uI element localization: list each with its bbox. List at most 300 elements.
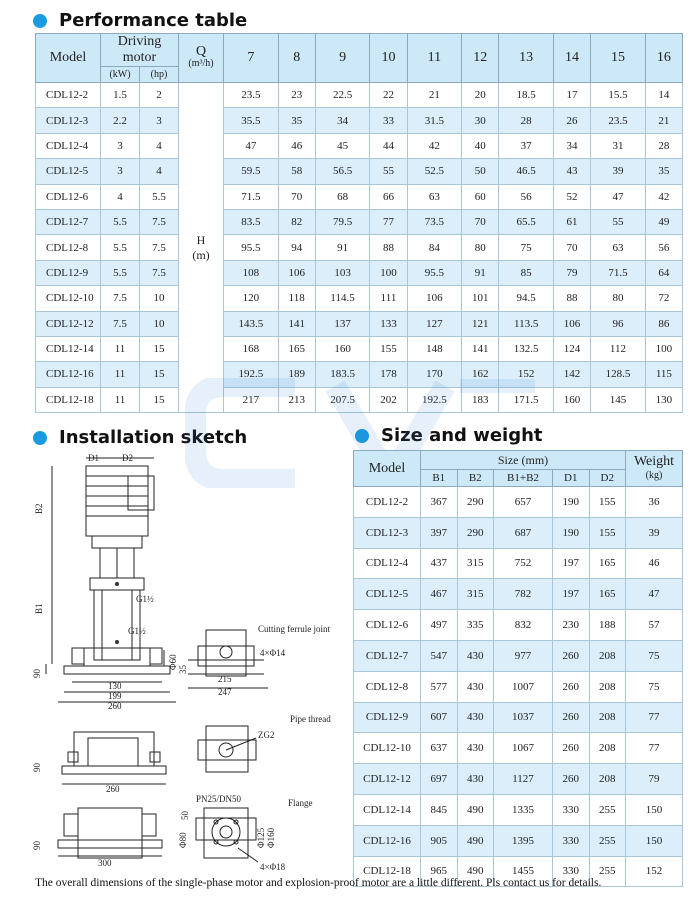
head-value-cell: 14 [645, 83, 682, 108]
head-value-cell: 17 [553, 83, 590, 108]
size-value-cell: 208 [589, 640, 626, 671]
model-cell: CDL12-7 [36, 209, 101, 234]
flange-pump-view [58, 808, 162, 858]
label-g2: G1½ [128, 626, 146, 636]
model-cell: CDL12-3 [36, 108, 101, 133]
flow-header: 14 [553, 34, 590, 83]
head-value-cell: 59.5 [224, 159, 279, 184]
head-value-cell: 56.5 [315, 159, 370, 184]
hp-cell: 7.5 [140, 235, 179, 260]
size-value-cell: 197 [553, 548, 590, 579]
head-value-cell: 137 [315, 311, 370, 336]
head-value-cell: 72 [645, 286, 682, 311]
size-value-cell: 1067 [494, 733, 553, 764]
head-value-cell: 30 [462, 108, 499, 133]
head-value-cell: 142 [553, 362, 590, 387]
size-value-cell: 260 [553, 764, 590, 795]
head-value-cell: 71.5 [224, 184, 279, 209]
head-value-cell: 73.5 [407, 209, 462, 234]
h-unit-cell [179, 83, 224, 413]
head-value-cell: 127 [407, 311, 462, 336]
label-d2: D2 [122, 453, 133, 463]
head-value-cell: 66 [370, 184, 407, 209]
flange-view [196, 808, 258, 862]
head-value-cell: 28 [645, 133, 682, 158]
head-value-cell: 56 [499, 184, 554, 209]
head-value-cell: 91 [462, 260, 499, 285]
head-value-cell: 70 [278, 184, 315, 209]
flow-header: 8 [278, 34, 315, 83]
flow-header: 9 [315, 34, 370, 83]
label-holes14: 4×Φ14 [260, 648, 286, 658]
dim-90c: 90 [32, 841, 42, 850]
size-title: Size and weight [381, 425, 543, 446]
bullet-icon [33, 14, 47, 28]
head-value-cell: 171.5 [499, 387, 554, 412]
size-value-cell: 832 [494, 610, 553, 641]
size-value-cell: 188 [589, 610, 626, 641]
size-value-cell: 315 [457, 548, 494, 579]
model-cell: CDL12-9 [36, 260, 101, 285]
size-value-cell: 260 [553, 733, 590, 764]
head-value-cell: 33 [370, 108, 407, 133]
head-value-cell: 178 [370, 362, 407, 387]
bullet-icon [355, 429, 369, 443]
head-value-cell: 28 [499, 108, 554, 133]
head-value-cell: 128.5 [591, 362, 646, 387]
table-row [354, 579, 683, 610]
hp-cell: 7.5 [140, 209, 179, 234]
kw-cell: 2.2 [101, 108, 140, 133]
table-row [354, 610, 683, 641]
col-q [179, 34, 224, 83]
head-value-cell: 46 [278, 133, 315, 158]
head-value-cell: 155 [370, 336, 407, 361]
size-value-cell: 490 [457, 794, 494, 825]
dim-50: 50 [180, 811, 190, 820]
table-row [354, 825, 683, 856]
head-value-cell: 35 [645, 159, 682, 184]
kw-cell: 7.5 [101, 286, 140, 311]
head-value-cell: 40 [462, 133, 499, 158]
performance-table [35, 33, 683, 413]
size-value-cell: 315 [457, 579, 494, 610]
head-value-cell: 23 [278, 83, 315, 108]
kw-cell: 3 [101, 133, 140, 158]
weight-cell: 152 [626, 856, 683, 887]
model-cell: CDL12-5 [36, 159, 101, 184]
bullet-icon [33, 431, 47, 445]
head-value-cell: 79 [553, 260, 590, 285]
size-value-cell: 165 [589, 548, 626, 579]
size-value-cell: 230 [553, 610, 590, 641]
head-value-cell: 115 [645, 362, 682, 387]
dim-90: 90 [32, 669, 42, 678]
weight-cell: 47 [626, 579, 683, 610]
head-value-cell: 145 [591, 387, 646, 412]
head-value-cell: 213 [278, 387, 315, 412]
head-value-cell: 217 [224, 387, 279, 412]
hp-cell: 10 [140, 311, 179, 336]
hp-cell: 4 [140, 133, 179, 158]
head-value-cell: 22.5 [315, 83, 370, 108]
size-value-cell: 905 [421, 825, 458, 856]
size-value-cell: 290 [457, 487, 494, 518]
head-value-cell: 20 [462, 83, 499, 108]
head-value-cell: 63 [591, 235, 646, 260]
label-d1: D1 [88, 453, 99, 463]
head-value-cell: 34 [315, 108, 370, 133]
size-value-cell: 190 [553, 517, 590, 548]
kw-cell: 11 [101, 387, 140, 412]
flow-header: 10 [370, 34, 407, 83]
h-label: H [196, 232, 206, 247]
size-value-cell: 430 [457, 733, 494, 764]
head-value-cell: 106 [278, 260, 315, 285]
table-row [354, 640, 683, 671]
weight-unit: (kg) [645, 469, 663, 481]
dim-300: 300 [98, 858, 112, 868]
model-cell: CDL12-14 [36, 336, 101, 361]
hp-cell: 5.5 [140, 184, 179, 209]
weight-cell: 150 [626, 794, 683, 825]
head-value-cell: 183.5 [315, 362, 370, 387]
size-value-cell: 430 [457, 702, 494, 733]
table-row [36, 286, 683, 311]
head-value-cell: 70 [553, 235, 590, 260]
head-value-cell: 61 [553, 209, 590, 234]
head-value-cell: 43 [553, 159, 590, 184]
head-value-cell: 88 [370, 235, 407, 260]
size-value-cell: 190 [553, 487, 590, 518]
weight-cell: 46 [626, 548, 683, 579]
head-value-cell: 23.5 [591, 108, 646, 133]
weight-cell: 57 [626, 610, 683, 641]
table-row [36, 159, 683, 184]
dim-phi160: Φ160 [266, 827, 276, 848]
col-weight [626, 451, 683, 487]
installation-title-block [33, 427, 247, 448]
head-value-cell: 15.5 [591, 83, 646, 108]
size-value-cell: 165 [589, 579, 626, 610]
model-cell: CDL12-6 [36, 184, 101, 209]
model-cell: CDL12-5 [354, 579, 421, 610]
head-value-cell: 130 [645, 387, 682, 412]
label-zg2: ZG2 [258, 730, 275, 740]
head-value-cell: 82 [278, 209, 315, 234]
size-value-cell: 330 [553, 825, 590, 856]
hp-cell: 15 [140, 336, 179, 361]
head-value-cell: 103 [315, 260, 370, 285]
col-model: Model [36, 34, 101, 83]
col-b2: B2 [457, 470, 494, 487]
head-value-cell: 37 [499, 133, 554, 158]
model-cell: CDL12-12 [354, 764, 421, 795]
col-kw: (kW) [101, 67, 140, 83]
size-value-cell: 965 [421, 856, 458, 887]
col-size: Size (mm) [421, 451, 626, 470]
kw-cell: 11 [101, 362, 140, 387]
performance-title-block [33, 10, 247, 31]
size-value-cell: 497 [421, 610, 458, 641]
size-value-cell: 657 [494, 487, 553, 518]
table-row [36, 209, 683, 234]
table-row [36, 362, 683, 387]
hp-cell: 4 [140, 159, 179, 184]
head-value-cell: 71.5 [591, 260, 646, 285]
head-value-cell: 152 [499, 362, 554, 387]
weight-cell: 36 [626, 487, 683, 518]
size-value-cell: 490 [457, 825, 494, 856]
hp-cell: 15 [140, 387, 179, 412]
head-value-cell: 165 [278, 336, 315, 361]
weight-cell: 77 [626, 733, 683, 764]
model-cell: CDL12-16 [354, 825, 421, 856]
dim-130: 130 [108, 681, 122, 691]
size-value-cell: 1037 [494, 702, 553, 733]
size-value-cell: 697 [421, 764, 458, 795]
head-value-cell: 189 [278, 362, 315, 387]
head-value-cell: 83.5 [224, 209, 279, 234]
head-value-cell: 63 [407, 184, 462, 209]
head-value-cell: 88 [553, 286, 590, 311]
pump-base-view [62, 732, 166, 784]
q-unit: (m³/h) [188, 58, 214, 69]
size-value-cell: 290 [457, 517, 494, 548]
head-value-cell: 35.5 [224, 108, 279, 133]
size-value-cell: 547 [421, 640, 458, 671]
head-value-cell: 31.5 [407, 108, 462, 133]
table-row [36, 235, 683, 260]
dim-215: 215 [218, 674, 232, 684]
size-value-cell: 155 [589, 517, 626, 548]
label-flange: Flange [288, 798, 313, 808]
pump-elevation [46, 458, 176, 702]
head-value-cell: 21 [645, 108, 682, 133]
head-value-cell: 114.5 [315, 286, 370, 311]
table-row [354, 487, 683, 518]
table-row [36, 108, 683, 133]
kw-cell: 4 [101, 184, 140, 209]
head-value-cell: 111 [370, 286, 407, 311]
kw-cell: 11 [101, 336, 140, 361]
head-value-cell: 21 [407, 83, 462, 108]
model-cell: CDL12-2 [354, 487, 421, 518]
head-value-cell: 49 [645, 209, 682, 234]
head-value-cell: 100 [645, 336, 682, 361]
table-row [36, 83, 683, 108]
hp-cell: 15 [140, 362, 179, 387]
size-value-cell: 607 [421, 702, 458, 733]
col-d2: D2 [589, 470, 626, 487]
head-value-cell: 65.5 [499, 209, 554, 234]
head-value-cell: 202 [370, 387, 407, 412]
col-d1: D1 [553, 470, 590, 487]
table-row [36, 336, 683, 361]
head-value-cell: 45 [315, 133, 370, 158]
flow-header: 13 [499, 34, 554, 83]
model-cell: CDL12-2 [36, 83, 101, 108]
col-b1b2: B1+B2 [494, 470, 553, 487]
performance-title: Performance table [59, 10, 248, 31]
head-value-cell: 55 [591, 209, 646, 234]
size-weight-table [353, 450, 683, 887]
size-value-cell: 845 [421, 794, 458, 825]
model-cell: CDL12-10 [36, 286, 101, 311]
head-value-cell: 58 [278, 159, 315, 184]
size-value-cell: 255 [589, 794, 626, 825]
flow-header: 7 [224, 34, 279, 83]
head-value-cell: 207.5 [315, 387, 370, 412]
kw-cell: 5.5 [101, 235, 140, 260]
model-cell: CDL12-4 [354, 548, 421, 579]
head-value-cell: 42 [407, 133, 462, 158]
kw-cell: 7.5 [101, 311, 140, 336]
head-value-cell: 52.5 [407, 159, 462, 184]
table-row [354, 794, 683, 825]
head-value-cell: 34 [553, 133, 590, 158]
head-value-cell: 96 [591, 311, 646, 336]
dim-phi60: Φ60 [168, 654, 178, 670]
dim-phi80: Φ80 [178, 832, 188, 848]
size-value-cell: 330 [553, 856, 590, 887]
head-value-cell: 84 [407, 235, 462, 260]
size-value-cell: 397 [421, 517, 458, 548]
dim-35: 35 [178, 665, 188, 674]
model-cell: CDL12-16 [36, 362, 101, 387]
label-g1: G1½ [136, 594, 154, 604]
model-cell: CDL12-14 [354, 794, 421, 825]
size-value-cell: 260 [553, 671, 590, 702]
size-value-cell: 490 [457, 856, 494, 887]
model-cell: CDL12-12 [36, 311, 101, 336]
table-row [36, 387, 683, 412]
table-row [354, 733, 683, 764]
h-unit: (m) [192, 247, 210, 262]
head-value-cell: 86 [645, 311, 682, 336]
head-value-cell: 70 [462, 209, 499, 234]
head-value-cell: 100 [370, 260, 407, 285]
model-cell: CDL12-18 [354, 856, 421, 887]
head-value-cell: 77 [370, 209, 407, 234]
head-value-cell: 23.5 [224, 83, 279, 108]
head-value-cell: 47 [591, 184, 646, 209]
head-value-cell: 192.5 [224, 362, 279, 387]
head-value-cell: 108 [224, 260, 279, 285]
model-cell: CDL12-8 [354, 671, 421, 702]
size-value-cell: 782 [494, 579, 553, 610]
head-value-cell: 39 [591, 159, 646, 184]
head-value-cell: 170 [407, 362, 462, 387]
table-row [36, 260, 683, 285]
head-value-cell: 91 [315, 235, 370, 260]
head-value-cell: 80 [591, 286, 646, 311]
size-value-cell: 687 [494, 517, 553, 548]
size-value-cell: 197 [553, 579, 590, 610]
size-value-cell: 637 [421, 733, 458, 764]
head-value-cell: 121 [462, 311, 499, 336]
head-value-cell: 52 [553, 184, 590, 209]
col-hp: (hp) [140, 67, 179, 83]
head-value-cell: 47 [224, 133, 279, 158]
label-holes18: 4×Φ18 [260, 862, 286, 872]
head-value-cell: 42 [645, 184, 682, 209]
kw-cell: 5.5 [101, 260, 140, 285]
footnote: The overall dimensions of the single-phase motor and explosion-proof motor are a little different. Pls contact us for details. [35, 877, 602, 889]
dim-260: 260 [108, 701, 122, 711]
head-value-cell: 113.5 [499, 311, 554, 336]
head-value-cell: 112 [591, 336, 646, 361]
col-driving-motor: Driving motor [101, 34, 179, 67]
size-value-cell: 977 [494, 640, 553, 671]
col-b1: B1 [421, 470, 458, 487]
model-cell: CDL12-10 [354, 733, 421, 764]
head-value-cell: 94 [278, 235, 315, 260]
model-cell: CDL12-6 [354, 610, 421, 641]
size-value-cell: 208 [589, 733, 626, 764]
head-value-cell: 183 [462, 387, 499, 412]
head-value-cell: 79.5 [315, 209, 370, 234]
head-value-cell: 44 [370, 133, 407, 158]
size-value-cell: 1127 [494, 764, 553, 795]
dim-260b: 260 [106, 784, 120, 794]
label-pn: PN25/DN50 [196, 794, 242, 804]
size-value-cell: 260 [553, 702, 590, 733]
head-value-cell: 85 [499, 260, 554, 285]
kw-cell: 3 [101, 159, 140, 184]
head-value-cell: 106 [407, 286, 462, 311]
model-cell: CDL12-4 [36, 133, 101, 158]
size-value-cell: 430 [457, 764, 494, 795]
model-cell: CDL12-3 [354, 517, 421, 548]
size-value-cell: 260 [553, 640, 590, 671]
hp-cell: 7.5 [140, 260, 179, 285]
head-value-cell: 106 [553, 311, 590, 336]
head-value-cell: 162 [462, 362, 499, 387]
size-value-cell: 255 [589, 856, 626, 887]
model-cell: CDL12-7 [354, 640, 421, 671]
model-cell: CDL12-8 [36, 235, 101, 260]
size-value-cell: 430 [457, 640, 494, 671]
model-cell: CDL12-9 [354, 702, 421, 733]
size-value-cell: 208 [589, 671, 626, 702]
size-value-cell: 155 [589, 487, 626, 518]
hp-cell: 10 [140, 286, 179, 311]
head-value-cell: 46.5 [499, 159, 554, 184]
size-value-cell: 208 [589, 702, 626, 733]
table-row [354, 671, 683, 702]
head-value-cell: 50 [462, 159, 499, 184]
weight-cell: 77 [626, 702, 683, 733]
head-value-cell: 101 [462, 286, 499, 311]
size-value-cell: 335 [457, 610, 494, 641]
size-value-cell: 208 [589, 764, 626, 795]
table-row [354, 764, 683, 795]
size-value-cell: 430 [457, 671, 494, 702]
head-value-cell: 192.5 [407, 387, 462, 412]
table-row [354, 548, 683, 579]
weight-cell: 79 [626, 764, 683, 795]
size-value-cell: 1395 [494, 825, 553, 856]
q-label: Q [195, 44, 207, 59]
size-value-cell: 577 [421, 671, 458, 702]
weight-label: Weight [633, 453, 675, 469]
weight-cell: 150 [626, 825, 683, 856]
weight-cell: 75 [626, 640, 683, 671]
size-value-cell: 437 [421, 548, 458, 579]
head-value-cell: 95.5 [407, 260, 462, 285]
dim-90b: 90 [32, 763, 42, 772]
